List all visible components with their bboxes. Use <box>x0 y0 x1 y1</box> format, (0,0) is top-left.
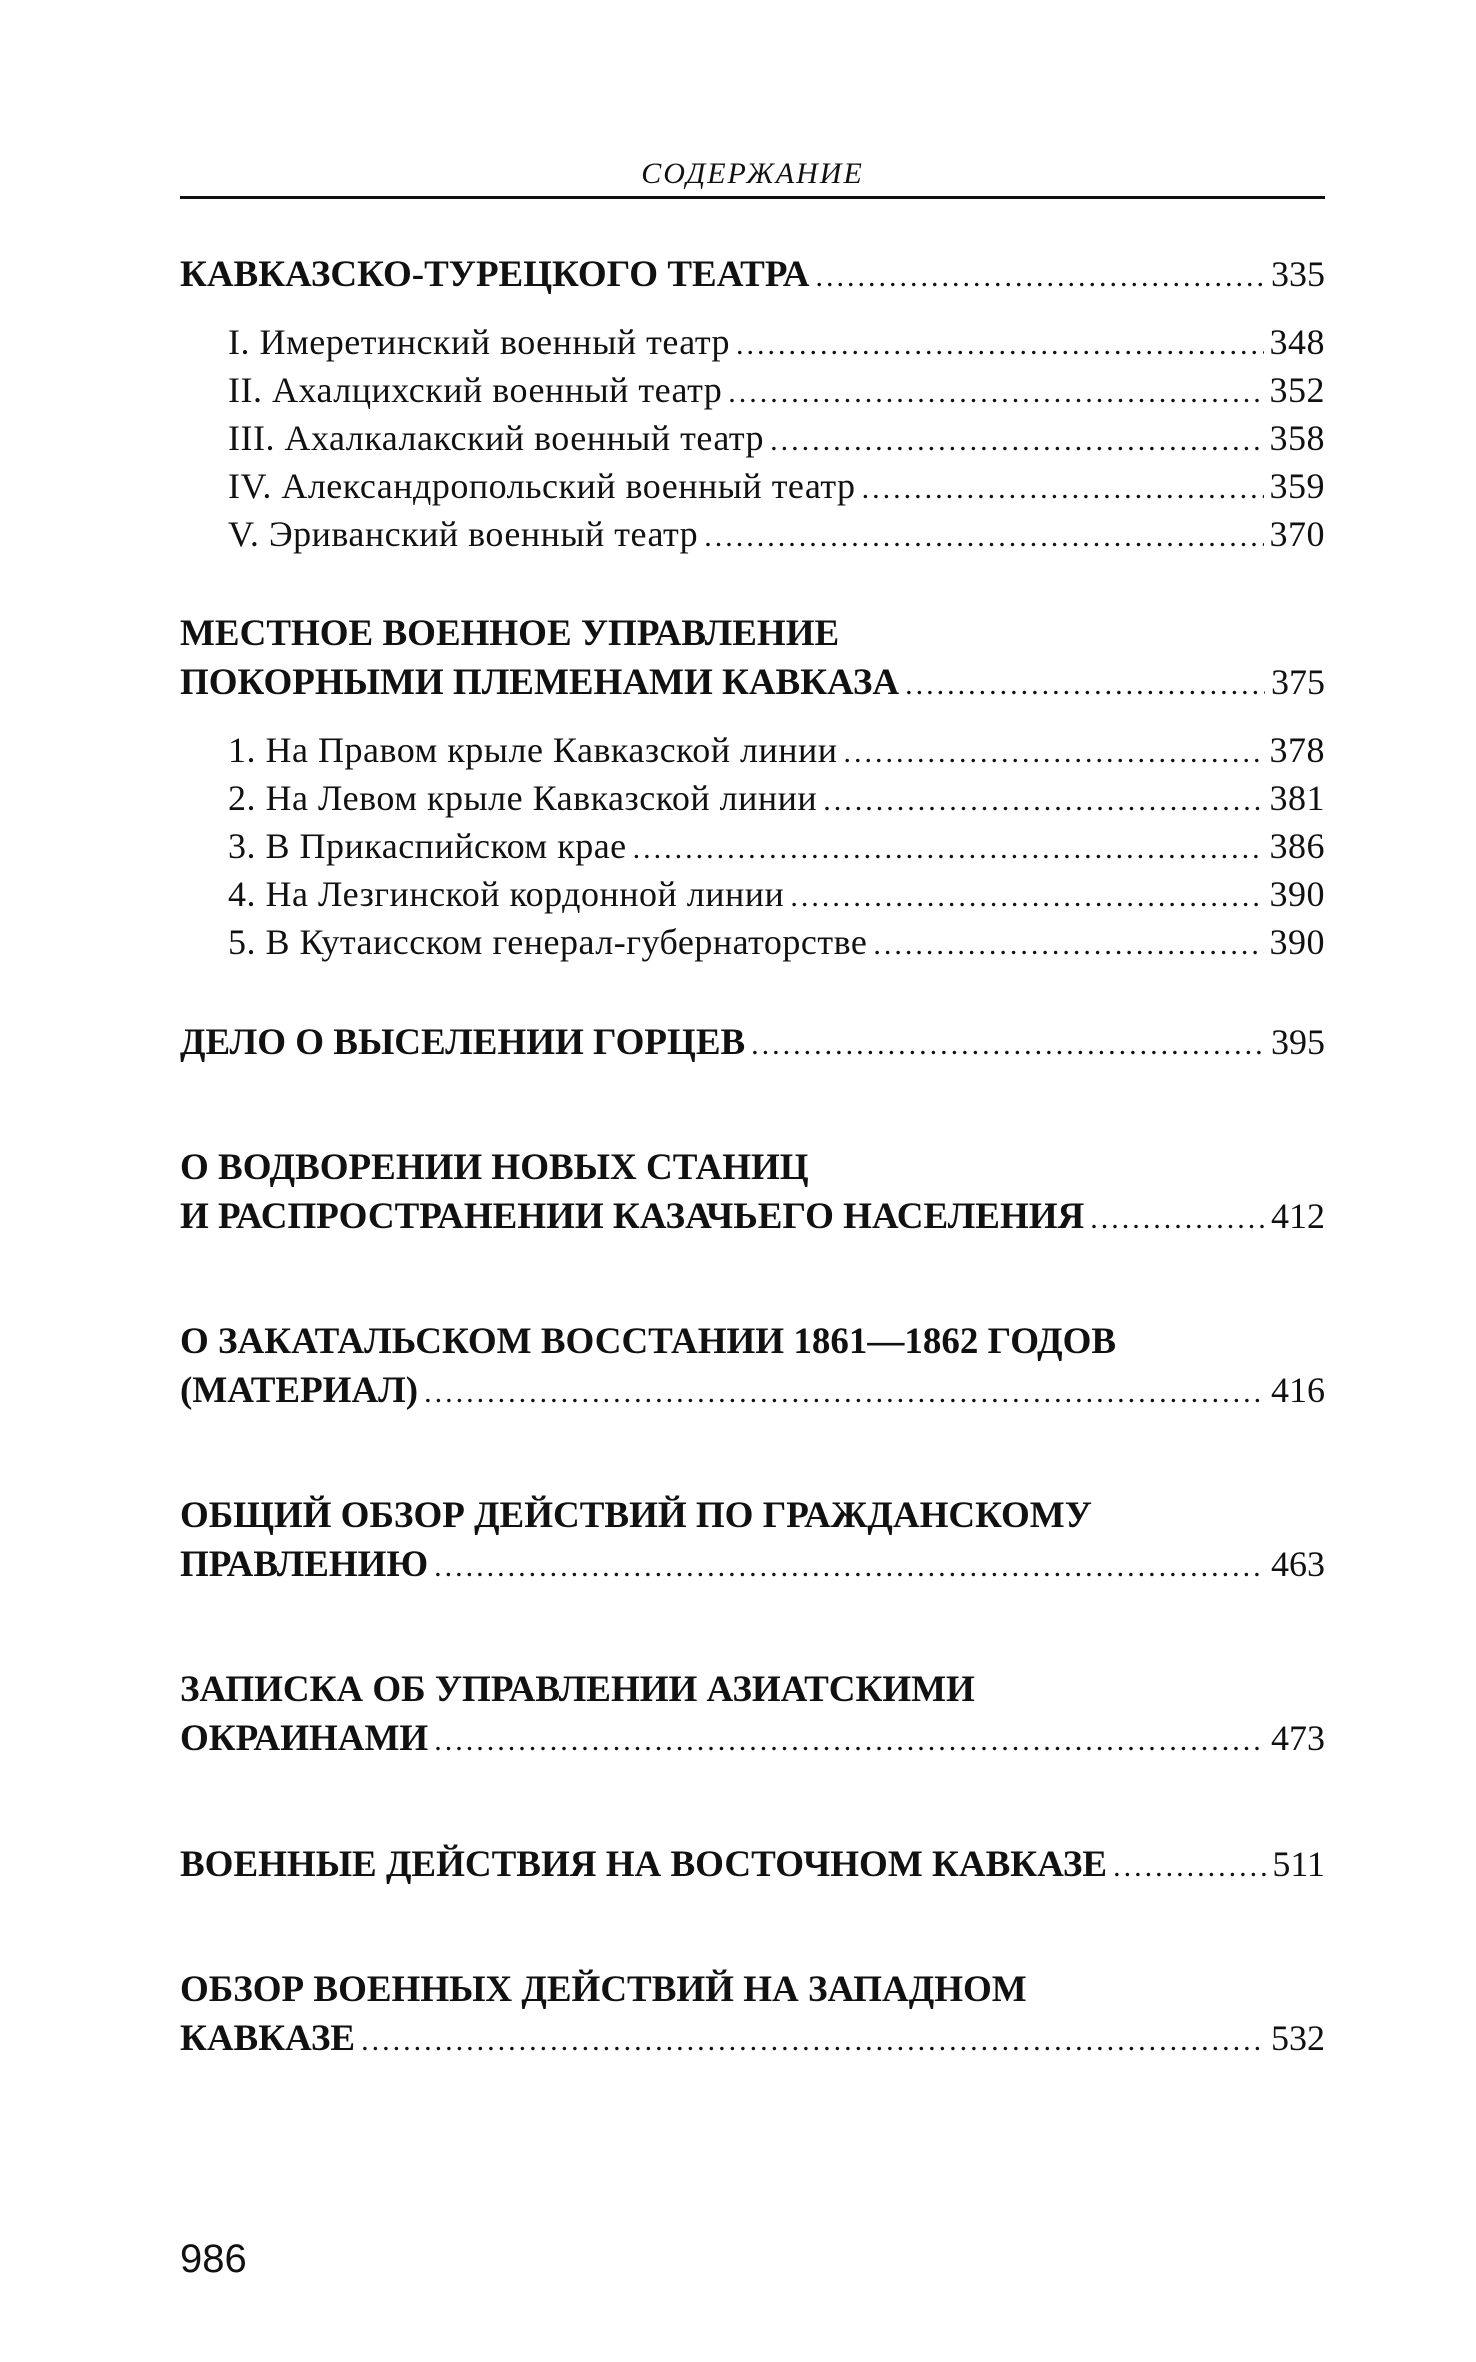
toc-entry-title: ВОЕННЫЕ ДЕЙСТВИЯ НА ВОСТОЧНОМ КАВКАЗЕ <box>180 1844 1108 1885</box>
toc-entry-line[interactable] <box>180 1666 1325 1714</box>
toc-subentry-title: 1. На Правом крыле Кавказской линии <box>228 730 838 770</box>
toc-subentry-page: 378 <box>1269 730 1325 770</box>
running-header <box>180 155 1325 199</box>
toc-entry-line[interactable] <box>180 1966 1325 2014</box>
toc-subentry-title: I. Имеретинский военный театр <box>228 322 731 362</box>
toc-entry[interactable] <box>180 250 1325 298</box>
spacer <box>180 298 1325 318</box>
toc-entry[interactable] <box>180 1714 1325 1762</box>
toc-subentry[interactable] <box>180 870 1325 918</box>
toc-subentry-page: 352 <box>1269 370 1325 410</box>
spacer <box>180 966 1325 1018</box>
toc-entry-title: ЗАПИСКА ОБ УПРАВЛЕНИИ АЗИАТСКИМИ <box>180 1669 975 1710</box>
toc-entry-line[interactable] <box>180 1318 1325 1366</box>
spacer <box>180 1414 1325 1492</box>
toc-subentry-page: 386 <box>1269 826 1325 866</box>
spacer <box>180 558 1325 610</box>
toc-entry[interactable] <box>180 1192 1325 1240</box>
toc-subentry[interactable] <box>180 726 1325 774</box>
toc-entry[interactable] <box>180 2014 1325 2062</box>
toc-subentry-title: 5. В Кутаисском генерал-губернаторстве <box>228 922 868 962</box>
dot-leader <box>704 513 1263 561</box>
toc-entry-page: 416 <box>1271 1370 1325 1410</box>
toc-subentry[interactable] <box>180 366 1325 414</box>
dot-leader <box>736 321 1263 369</box>
toc-subentry-page: 370 <box>1269 514 1325 554</box>
dot-leader <box>434 1717 1265 1765</box>
spacer <box>180 1588 1325 1666</box>
toc-entry-title: ОКРАИНАМИ <box>180 1718 429 1759</box>
dot-leader <box>823 777 1263 825</box>
dot-leader <box>862 465 1264 513</box>
toc-subentry-title: 2. На Левом крыле Кавказской линии <box>228 778 818 818</box>
toc-subentry-title: 3. В Прикаспийском крае <box>228 826 627 866</box>
toc-subentry-title: V. Эриванский военный театр <box>228 514 699 554</box>
toc-entry[interactable] <box>180 1366 1325 1414</box>
toc-subentry-title: II. Ахалцихский военный театр <box>228 370 723 410</box>
toc-entry[interactable] <box>180 658 1325 706</box>
toc-entry-page: 375 <box>1271 662 1325 702</box>
spacer <box>180 1888 1325 1966</box>
spacer <box>180 1762 1325 1840</box>
toc-entry-title: ПОКОРНЫМИ ПЛЕМЕНАМИ КАВКАЗА <box>180 662 900 703</box>
toc-entry[interactable] <box>180 1018 1325 1066</box>
spacer <box>180 706 1325 726</box>
toc-entry-title: ПРАВЛЕНИЮ <box>180 1544 429 1585</box>
toc-subentry-page: 390 <box>1269 922 1325 962</box>
dot-leader <box>1113 1843 1266 1891</box>
toc-entry-title: (МАТЕРИАЛ) <box>180 1370 419 1411</box>
toc-subentry[interactable] <box>180 462 1325 510</box>
spacer <box>180 1240 1325 1318</box>
dot-leader <box>873 921 1263 969</box>
toc-entry-title: ОБЩИЙ ОБЗОР ДЕЙСТВИЙ ПО ГРАЖДАНСКОМУ <box>180 1495 1092 1536</box>
toc-subentry[interactable] <box>180 318 1325 366</box>
toc-entry[interactable] <box>180 1540 1325 1588</box>
toc-subentry-page: 390 <box>1269 874 1325 914</box>
dot-leader <box>815 253 1265 301</box>
dot-leader <box>790 873 1263 921</box>
running-header-title: СОДЕРЖАНИЕ <box>641 157 864 190</box>
toc-entry-title: КАВКАЗСКО-ТУРЕЦКОГО ТЕАТРА <box>180 254 810 295</box>
spacer <box>180 1066 1325 1144</box>
toc-subentry-title: IV. Александропольский военный театр <box>228 466 856 506</box>
toc-subentry-title: 4. На Лезгинской кордонной линии <box>228 874 785 914</box>
toc-entry-page: 463 <box>1271 1544 1325 1584</box>
toc-entry-title: КАВКАЗЕ <box>180 2018 356 2059</box>
toc-entry-page: 473 <box>1271 1718 1325 1758</box>
toc-entry-page: 532 <box>1271 2018 1325 2058</box>
toc-entry-page: 335 <box>1271 254 1325 294</box>
toc-entry-title: ОБЗОР ВОЕННЫХ ДЕЙСТВИЙ НА ЗАПАДНОМ <box>180 1969 1027 2010</box>
dot-leader <box>633 825 1264 873</box>
toc-subentry-page: 348 <box>1269 322 1325 362</box>
toc-subentry-title: III. Ахалкалакский военный театр <box>228 418 765 458</box>
toc-subentry[interactable] <box>180 510 1325 558</box>
toc-entry-title: МЕСТНОЕ ВОЕННОЕ УПРАВЛЕНИЕ <box>180 613 840 654</box>
toc-entry-title: О ВОДВОРЕНИИ НОВЫХ СТАНИЦ <box>180 1147 809 1188</box>
toc-subentry[interactable] <box>180 414 1325 462</box>
table-of-contents <box>180 250 1325 2062</box>
toc-subentry[interactable] <box>180 774 1325 822</box>
dot-leader <box>844 729 1264 777</box>
dot-leader <box>751 1021 1265 1069</box>
toc-entry-line[interactable] <box>180 1144 1325 1192</box>
toc-entry-title: О ЗАКАТАЛЬСКОМ ВОССТАНИИ 1861—1862 ГОДОВ <box>180 1321 1117 1362</box>
dot-leader <box>770 417 1263 465</box>
dot-leader <box>424 1369 1265 1417</box>
dot-leader <box>728 369 1263 417</box>
dot-leader <box>361 2017 1265 2065</box>
toc-entry-page: 511 <box>1272 1844 1325 1884</box>
page-number: 986 <box>180 2237 247 2281</box>
header-rule <box>180 196 1325 199</box>
toc-entry-page: 412 <box>1271 1196 1325 1236</box>
toc-subentry-page: 358 <box>1269 418 1325 458</box>
toc-entry-line[interactable] <box>180 610 1325 658</box>
toc-entry-page: 395 <box>1271 1022 1325 1062</box>
toc-entry-line[interactable] <box>180 1492 1325 1540</box>
toc-entry-title: И РАСПРОСТРАНЕНИИ КАЗАЧЬЕГО НАСЕЛЕНИЯ <box>180 1196 1085 1237</box>
toc-entry-title: ДЕЛО О ВЫСЕЛЕНИИ ГОРЦЕВ <box>180 1022 746 1063</box>
toc-subentry-page: 381 <box>1269 778 1325 818</box>
dot-leader <box>1090 1195 1265 1243</box>
toc-subentry[interactable] <box>180 918 1325 966</box>
toc-entry[interactable] <box>180 1840 1325 1888</box>
toc-subentry[interactable] <box>180 822 1325 870</box>
dot-leader <box>434 1543 1265 1591</box>
toc-subentry-page: 359 <box>1269 466 1325 506</box>
dot-leader <box>905 661 1265 709</box>
